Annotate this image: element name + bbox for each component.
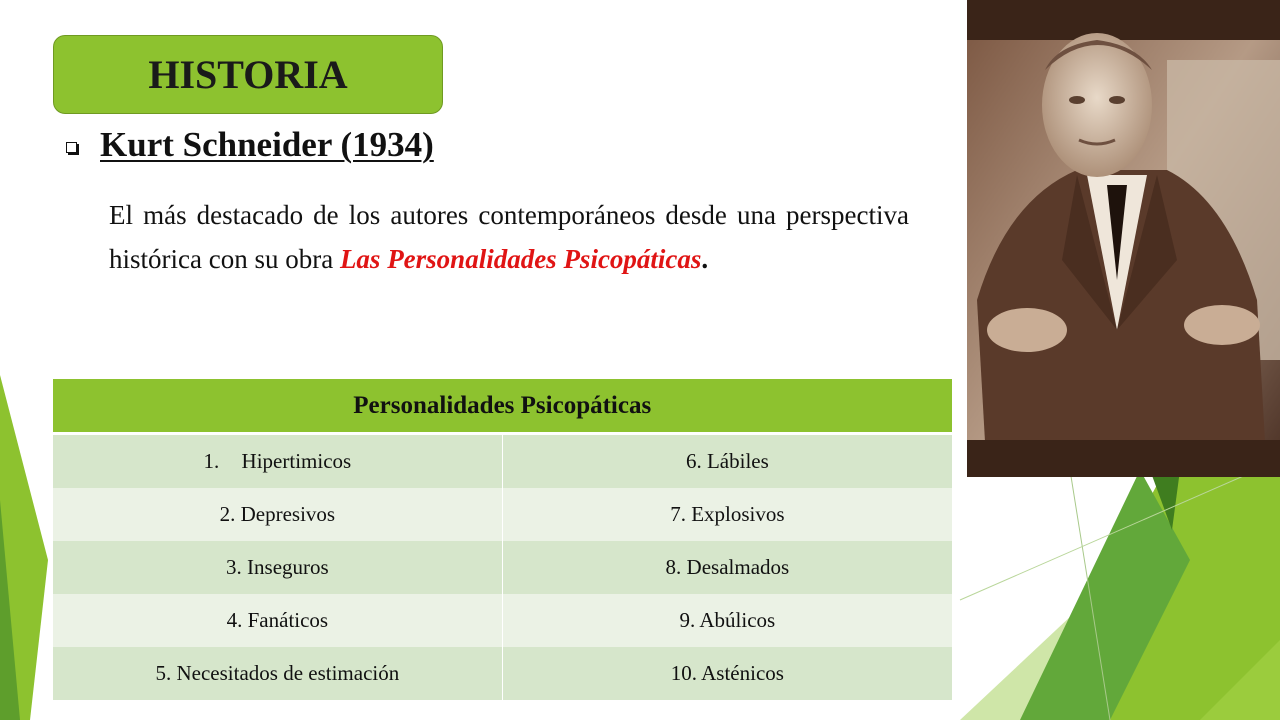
intro-text: El más destacado de los autores contemporáneos desde una perspectiva histórica con su obra: [109, 200, 909, 274]
table-cell: 10. Asténicos: [502, 647, 952, 700]
personalities-table: [52, 379, 952, 700]
table-cell: [53, 434, 503, 489]
table-cell: 6. Lábiles: [502, 434, 952, 489]
intro-paragraph: [109, 193, 909, 281]
author-heading: Kurt Schneider (1934): [100, 125, 434, 164]
table-cell: 9. Abúlicos: [502, 594, 952, 647]
list-number: 1.: [203, 449, 220, 473]
table-cell: 4. Fanáticos: [53, 594, 503, 647]
intro-end: .: [701, 244, 709, 274]
table-cell: 5. Necesitados de estimación: [53, 647, 503, 700]
checkbox-bullet-icon: [66, 142, 77, 153]
table-header: Personalidades Psicopáticas: [53, 379, 953, 434]
work-title: Las Personalidades Psicopáticas: [339, 244, 702, 274]
table-row: [53, 594, 953, 647]
table-row: [53, 488, 953, 541]
table-cell: 7. Explosivos: [502, 488, 952, 541]
table-row: [53, 434, 953, 489]
table-cell: 8. Desalmados: [502, 541, 952, 594]
section-label: HISTORIA: [53, 35, 443, 114]
table-row: [53, 541, 953, 594]
portrait-photo: [967, 0, 1280, 477]
list-label: Hipertimicos: [241, 449, 352, 473]
table-cell: 3. Inseguros: [53, 541, 503, 594]
table-row: [53, 647, 953, 700]
table-cell: 2. Depresivos: [53, 488, 503, 541]
